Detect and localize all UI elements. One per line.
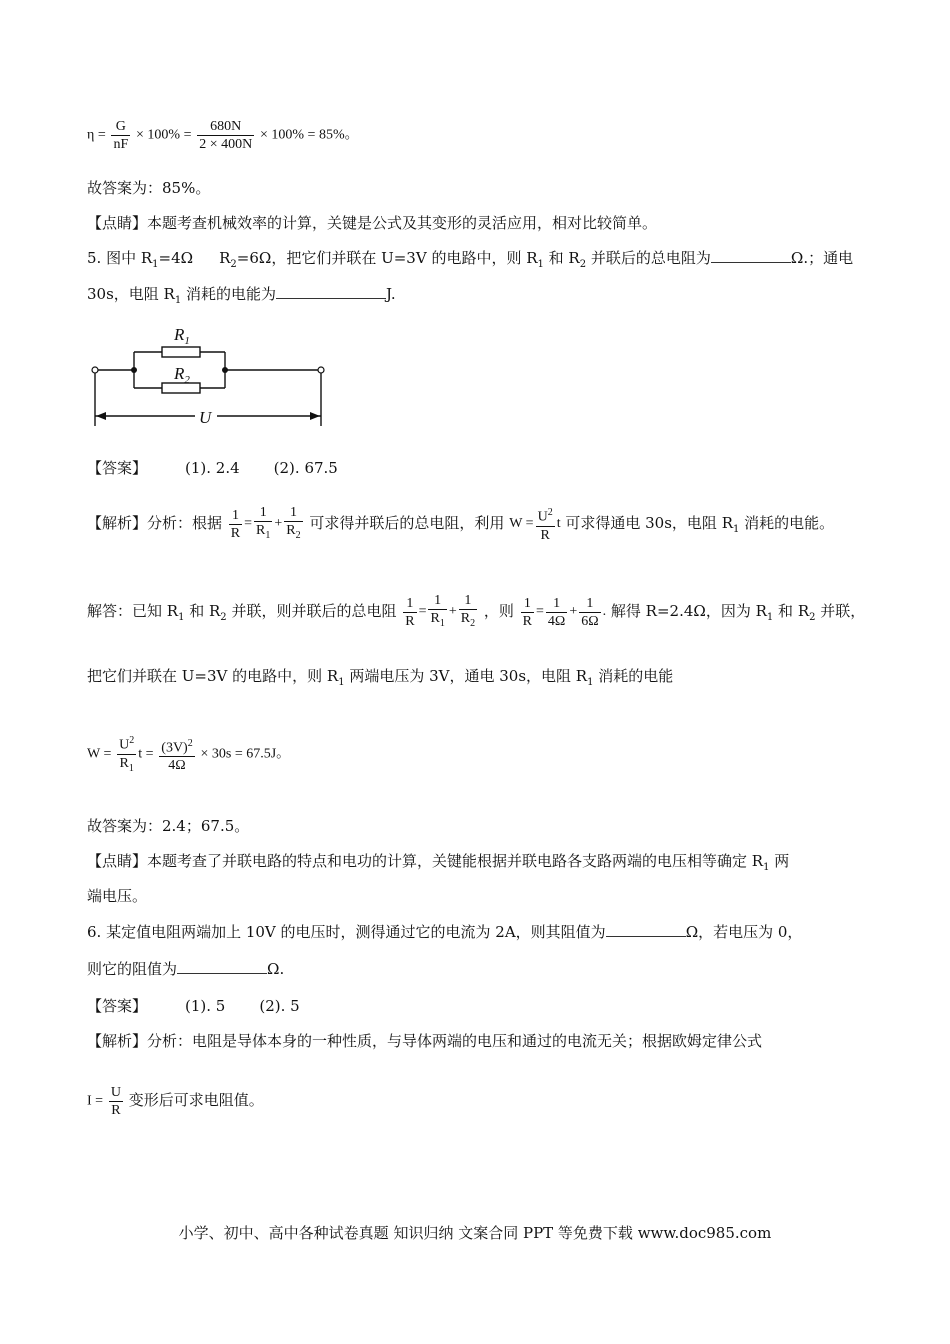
question-6-line1: 6. 某定值电阻两端加上 10V 的电压时，测得通过它的电流为 2A，则其阻值为 Ω，若电压为 0， (87, 923, 803, 941)
answer-blank (177, 959, 267, 974)
efficiency-formula: η = $\frac{G}{nF}$ × 100% = $\frac{680N}{2 \times 400N}$ × 100% = 85%。 (87, 119, 359, 152)
tip-paragraph: 【点睛】本题考查机械效率的计算，关键是公式及其变形的灵活应用，相对比较简单。 (87, 214, 658, 232)
ohm-law-formula: I = $\frac{U}{R}$ 变形后可求电阻值。 (87, 1085, 264, 1119)
answer-line: 故答案为：85%。 (87, 179, 211, 197)
resistor-r2 (162, 383, 200, 393)
question-5-line2: 30s，电阻 $R_1$ 消耗的电能为 J. (87, 285, 396, 306)
solution-5-line1: 解答：已知 $R_1$ 和 $R_2$ 并联，则并联后的总电阻 $\frac{1}{R}$ = $\frac{1}{R_1}$ + $\frac{1}{R_2}$ ，则 $\frac{1}{R}$ = $\frac{1}{4\Omega}$ + $\frac{1}{6\Omega}$ . 解得 R=2.4Ω，因为 $R_1$ 和 $R_2$ 并联， (87, 593, 866, 629)
tip-paragraph-cont: 端电压。 (87, 887, 148, 905)
fraction: $\frac{G}{nF}$ (113, 119, 129, 152)
svg-text:U: U (199, 408, 212, 427)
svg-text:R1: $R_1$ (174, 325, 190, 347)
tip-paragraph: 【点睛】本题考查了并联电路的特点和电功的计算，关键能根据并联电路各支路两端的电压相等确定 $R_1$ 两 (87, 852, 790, 873)
answer-blank (276, 284, 386, 299)
question-6-line2: 则它的阻值为 Ω. (87, 960, 285, 978)
fraction: $\frac{680N}{2 \times 400N}$ (199, 119, 253, 152)
answer-line: 故答案为：2.4；67.5。 (87, 817, 250, 835)
answer-5: 【答案】 (1). 2.4 (2). 67.5 (87, 459, 338, 477)
answer-blank (606, 922, 686, 937)
analysis-5: 【解析】分析：根据 $\frac{1}{R}$ = $\frac{1}{R_1}$ + $\frac{1}{R_2}$ 可求得并联后的总电阻，利用 W = $\frac{U^2}{R}$ t 可求得通电 30s，电阻 $R_1$ 消耗的电能。 (87, 505, 835, 543)
page-footer: 小学、初中、高中各种试卷真题 知识归纳 文案合同 PPT 等免费下载 www.doc985.com (178, 1224, 772, 1242)
analysis-6: 【解析】分析：电阻是导体本身的一种性质，与导体两端的电压和通过的电流无关；根据欧姆定律公式 (87, 1032, 763, 1050)
answer-blank (711, 248, 791, 263)
question-5-line1: 5. 图中 $R_1=4\Omega$ $R_2=6\Omega$，把它们并联在 U=3V 的电路中，则 $R_1$ 和 $R_2$ 并联后的总电阻为 Ω.；通电 (87, 249, 854, 270)
energy-formula: W = $\frac{U^2}{R_1}$ t = $\frac{(3V)^2}{4\Omega}$ × 30s = 67.5J。 (87, 724, 290, 784)
answer-6: 【答案】 (1). 5 (2). 5 (87, 997, 300, 1015)
svg-text:R2: $R_2$ (174, 364, 190, 386)
solution-5-line2: 把它们并联在 U=3V 的电路中，则 $R_1$ 两端电压为 3V，通电 30s，电阻 $R_1$ 消耗的电能 (87, 667, 674, 688)
resistor-r1 (162, 347, 200, 357)
parallel-circuit-diagram (85, 318, 335, 433)
